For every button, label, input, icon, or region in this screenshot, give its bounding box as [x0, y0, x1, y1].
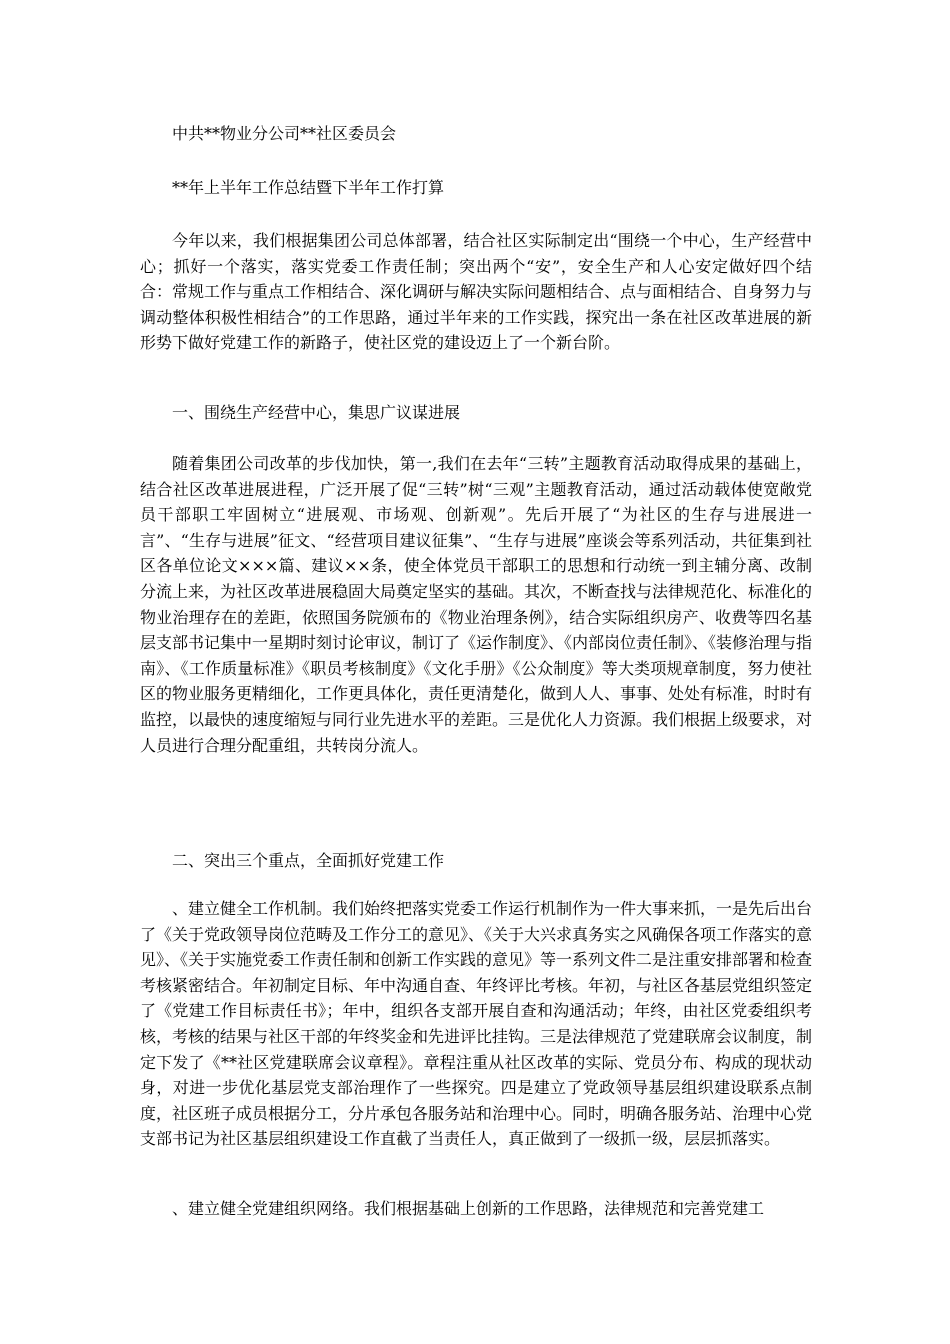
document-title: **年上半年工作总结暨下半年工作打算	[172, 178, 445, 197]
section2-paragraph-2: 、建立健全党建组织网络。我们根据基础上创新的工作思路，法律规范和完善党建工	[172, 1199, 765, 1218]
intro-paragraph: 今年以来，我们根据集团公司总体部署，结合社区实际制定出“围绕一个中心，生产经营中心；抓好一个落实，落实党委工作责任制；突出两个“安”，安全生产和人心安定做好四个结合：常规工作与重点工作相结合、深化调研与解决实际问题相结合、点与面相结合、自身努力与调动整体积极性相结合”的工作思路，通过半年来的工作实践，探究出一条在社区改革进展的新形势下做好党建工作的新路子，使社区党的建设迈上了一个新台阶。	[140, 231, 813, 353]
section1-heading: 一、围绕生产经营中心，集思广议谋进展	[172, 403, 461, 422]
org-line: 中共**物业分公司**社区委员会	[172, 124, 397, 143]
section1-paragraph: 随着集团公司改革的步伐加快，第一,我们在去年“三转”主题教育活动取得成果的基础上，结合社区改革进展进程，广泛开展了促“三转”树“三观”主题教育活动，通过活动载体使宽敞党员干部职工牢固树立“进展观、市场观、创新观”。先后开展了“为社区的生存与进展进一言”、“生存与进展”征文、“经营项目建议征集”、“生存与进展”座谈会等系列活动，共征集到社区各单位论文×××篇、建议××条，使全体党员干部职工的思想和行动统一到主辅分离、改制分流上来，为社区改革进展稳固大局奠定坚实的基础。其次，不断查找与法律规范化、标准化的物业治理存在的差距，依照国务院颁布的《物业治理条例》，结合实际组织房产、收费等四名基层支部书记集中一星期时刻讨论审议，制订了《运作制度》、《内部岗位责任制》、《装修治理与指南》、《工作质量标准》《职员考核制度》《文化手册》《公众制度》等大类项规章制度，努力使社区的物业服务更精细化，工作更具体化，责任更清楚化，做到人人、事事、处处有标准，时时有监控，以最快的速度缩短与同行业先进水平的差距。三是优化人力资源。我们根据上级要求，对人员进行合理分配重组，共转岗分流人。	[140, 454, 813, 755]
section2-paragraph-1: 、建立健全工作机制。我们始终把落实党委工作运行机制作为一件大事来抓，一是先后出台了《关于党政领导岗位范畴及工作分工的意见》、《关于大兴求真务实之风确保各项工作落实的意见》、《关于实施党委工作责任制和创新工作实践的意见》等一系列文件二是注重安排部署和检查考核紧密结合。年初制定目标、年中沟通自查、年终评比考核。年初，与社区各基层党组织签定了《党建工作目标责任书》；年中，组织各支部开展自查和沟通活动；年终，由社区党委组织考核，考核的结果与社区干部的年终奖金和先进评比挂钩。三是法律规范了党建联席会议制度，制定下发了《**社区党建联席会议章程》。章程注重从社区改革的实际、党员分布、构成的现状动身，对进一步优化基层党支部治理作了一些探究。四是建立了党政领导基层组织建设联系点制度，社区班子成员根据分工，分片承包各服务站和治理中心。同时，明确各服务站、治理中心党支部书记为社区基层组织建设工作直截了当责任人，真正做到了一级抓一级，层层抓落实。	[140, 899, 813, 1149]
section2-heading: 二、突出三个重点，全面抓好党建工作	[172, 851, 445, 870]
